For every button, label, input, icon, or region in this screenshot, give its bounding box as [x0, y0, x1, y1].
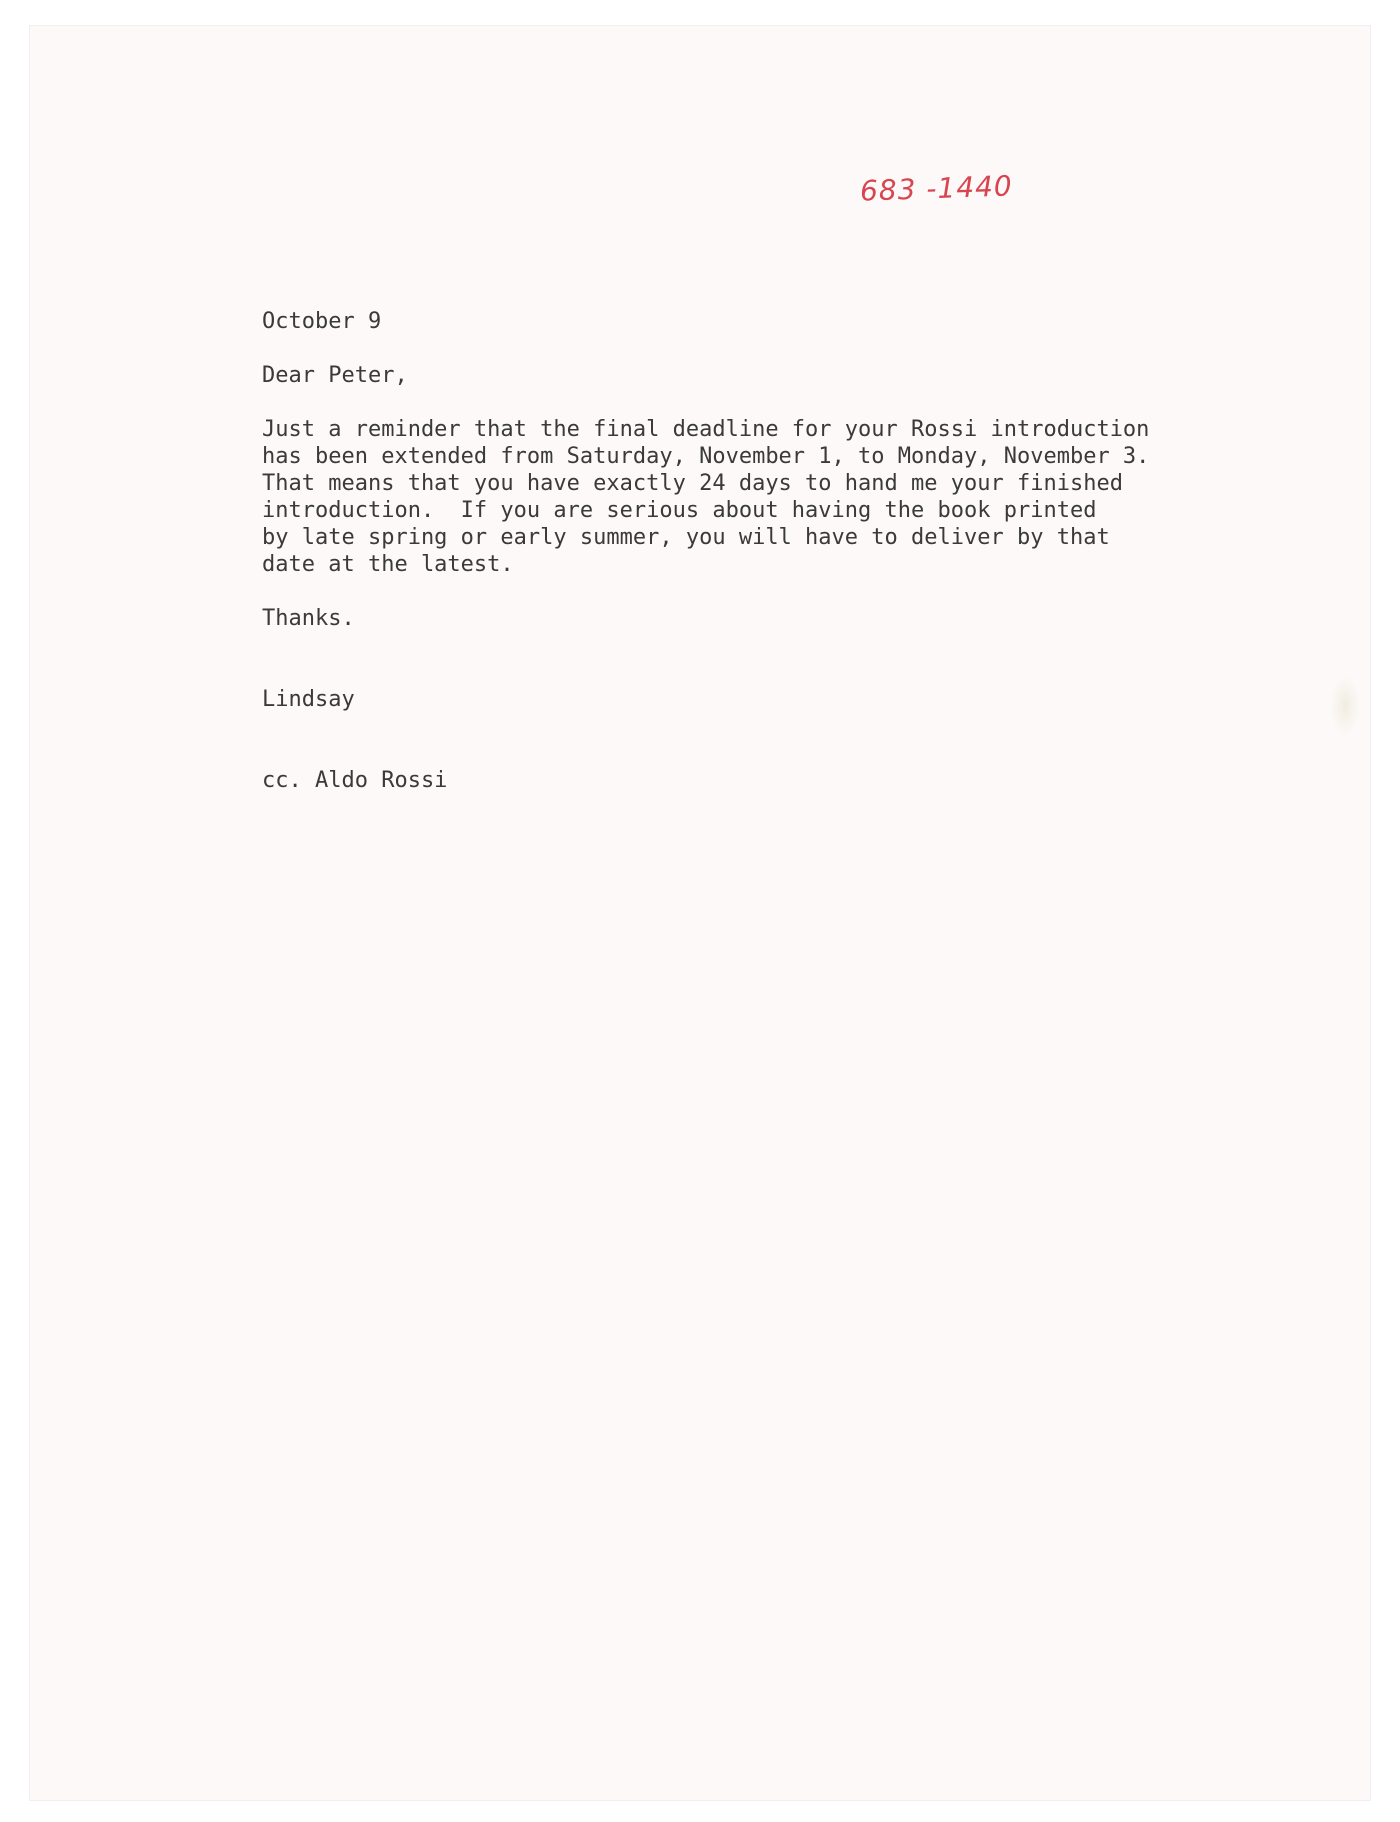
letter-line: has been extended from Saturday, November 1, to Monday, November 3.	[262, 444, 1150, 469]
letter-paragraph	[262, 416, 1182, 578]
letter-body	[262, 308, 1182, 794]
letter-line: date at the latest.	[262, 552, 514, 577]
letter-line: introduction. If you are serious about having the book printed	[262, 498, 1097, 523]
letter-cc: cc. Aldo Rossi	[262, 768, 448, 793]
letter-date: October 9	[262, 309, 382, 334]
letter-salutation: Dear Peter,	[262, 363, 408, 388]
letter-page	[30, 26, 1370, 1800]
handwritten-reference-number: 683 -1440	[859, 169, 1014, 208]
letter-line: by late spring or early summer, you will have to deliver by that	[262, 525, 1110, 550]
letter-line: Just a reminder that the final deadline for your Rossi introduction	[262, 417, 1150, 442]
letter-closing: Thanks.	[262, 606, 355, 631]
paper-stain	[1330, 676, 1360, 736]
letter-signature: Lindsay	[262, 687, 355, 712]
letter-line: That means that you have exactly 24 days to hand me your finished	[262, 471, 1123, 496]
